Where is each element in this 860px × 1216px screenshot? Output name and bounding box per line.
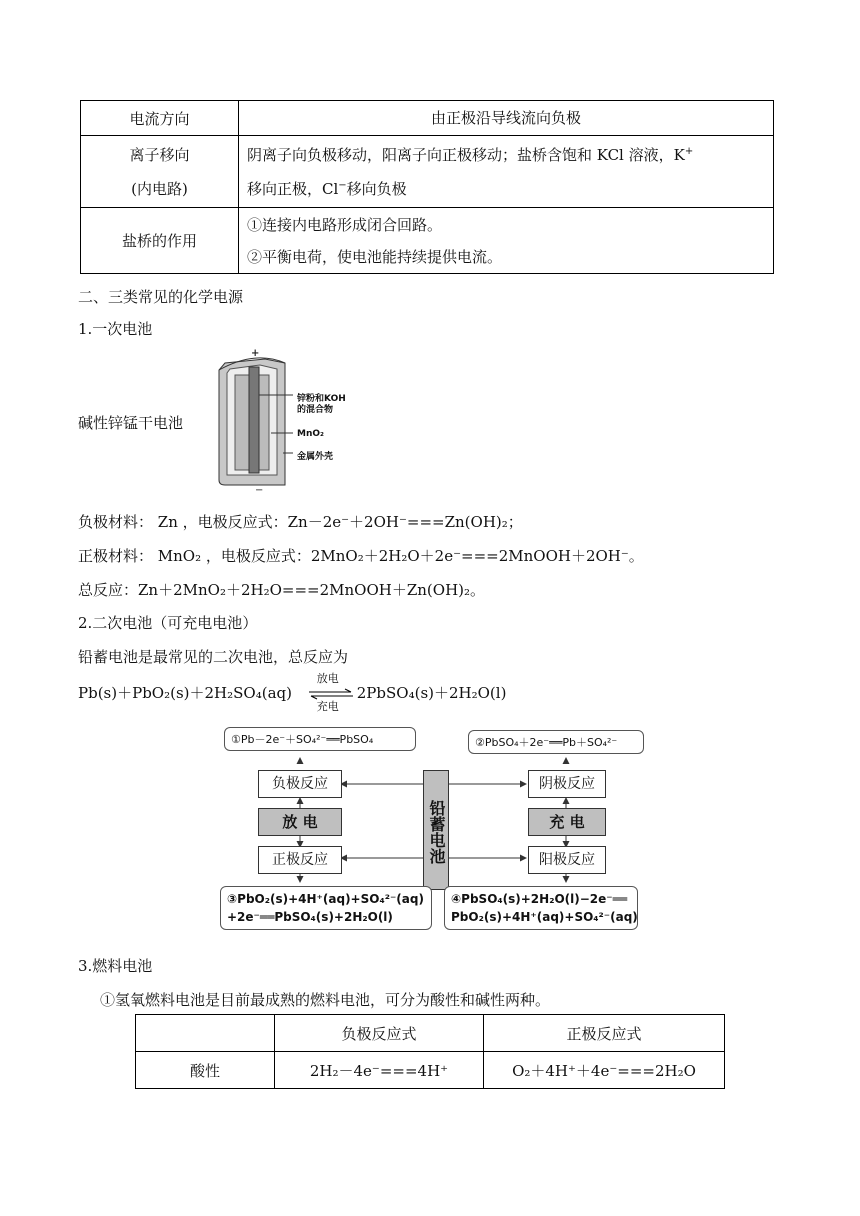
electrode-summary-table: [80, 100, 774, 274]
lead-battery-intro: 铅蓄电池是最常见的二次电池，总反应为: [78, 648, 349, 666]
reaction-box-3: [220, 886, 432, 930]
cell-line: [247, 172, 765, 206]
fuel-cell-table: [135, 1014, 725, 1089]
battery-name: 碱性锌锰干电池: [78, 414, 184, 432]
subsection-heading: 3.燃料电池: [78, 957, 153, 975]
reaction-box-1: ①Pb－2e⁻＋SO₄²⁻══PbSO₄: [224, 727, 416, 751]
table-cell: 由正极沿导线流向负极: [239, 101, 774, 136]
svg-text:−: −: [255, 485, 264, 495]
arrow-label-bottom: 充电: [316, 700, 339, 713]
table-row: [81, 208, 774, 274]
reaction-box-4: [444, 886, 638, 930]
equation-right: 2PbSO₄(s)＋2H₂O(l): [356, 684, 507, 702]
reaction-line: ④PbSO₄(s)+2H₂O(l)−2e⁻══: [451, 892, 628, 906]
superscript: +: [684, 145, 694, 157]
cell-text: 移向负极: [346, 179, 407, 198]
cell-line: ①连接内电路形成闭合回路。: [247, 215, 443, 234]
reaction-line: +2e⁻══PbSO₄(s)+2H₂O(l): [227, 910, 393, 924]
charge-box: 充 电: [528, 808, 606, 836]
table-row: [136, 1015, 725, 1052]
arrow-label-top: 放电: [316, 672, 339, 685]
negative-reaction-box: 负极反应: [258, 770, 342, 798]
fuel-cell-intro: ①氢氧燃料电池是目前最成熟的燃料电池，可分为酸性和碱性两种。: [100, 991, 551, 1009]
table-cell: [81, 136, 239, 208]
table-cell: 酸性: [136, 1052, 275, 1089]
table-header: 负极反应式: [275, 1015, 484, 1052]
svg-text:+: +: [251, 348, 260, 359]
battery-label-shell: 金属外壳: [297, 452, 334, 462]
battery-illustration: [205, 345, 375, 495]
lead-battery-diagram: [218, 724, 638, 940]
cell-text: 阴离子向负极移动，阳离子向正极移动；盐桥含饱和 KCl 溶液，K: [247, 145, 685, 164]
table-row: [81, 101, 774, 136]
reaction-box-2: ②PbSO₄＋2e⁻══Pb＋SO₄²⁻: [468, 730, 644, 754]
overall-reaction-line: 总反应：Zn＋2MnO₂＋2H₂O===2MnOOH＋Zn(OH)₂。: [78, 581, 486, 599]
lead-battery-center: 铅蓄电池: [423, 770, 449, 890]
positive-reaction-box: 正极反应: [258, 846, 342, 874]
battery-label-zinc: [297, 394, 346, 416]
table-row: [136, 1052, 725, 1089]
anode-reaction-box: 阳极反应: [528, 846, 606, 874]
label-line: 锌粉和KOH: [297, 394, 346, 404]
table-cell: O₂＋4H⁺＋4e⁻===2H₂O: [484, 1052, 725, 1089]
subsection-heading: 1.一次电池: [78, 320, 153, 338]
cell-line: 离子移向: [129, 145, 190, 164]
battery-drawing: [205, 345, 375, 495]
negative-electrode-line: 负极材料： Zn ，电极反应式：Zn－2e⁻＋2OH⁻===Zn(OH)₂；: [78, 513, 523, 531]
cell-line: (内电路): [131, 179, 188, 198]
section-heading: 二、三类常见的化学电源: [78, 288, 244, 306]
table-cell: [239, 208, 774, 274]
reaction-line: PbO₂(s)+4H⁺(aq)+SO₄²⁻(aq): [451, 910, 638, 924]
cell-text: 移向正极，Cl: [247, 179, 339, 198]
table-cell: [239, 136, 774, 208]
table-header: [136, 1015, 275, 1052]
table-cell: 2H₂－4e⁻===4H⁺: [275, 1052, 484, 1089]
cell-line: [247, 138, 765, 172]
table-row: [81, 136, 774, 208]
positive-electrode-line: 正极材料： MnO₂ ，电极反应式：2MnO₂＋2H₂O＋2e⁻===2MnOOH＋2OH⁻。: [78, 547, 644, 565]
table-cell: 盐桥的作用: [81, 208, 239, 274]
discharge-box: 放 电: [258, 808, 342, 836]
table-header: 正极反应式: [484, 1015, 725, 1052]
reversible-arrow: [307, 672, 355, 713]
cathode-reaction-box: 阴极反应: [528, 770, 606, 798]
subsection-heading: 2.二次电池（可充电电池）: [78, 614, 258, 632]
equation-left: Pb(s)＋PbO₂(s)＋2H₂SO₄(aq): [78, 684, 292, 702]
table-cell: 电流方向: [81, 101, 239, 136]
reaction-line: ③PbO₂(s)+4H⁺(aq)+SO₄²⁻(aq): [227, 892, 424, 906]
lead-equation: [78, 672, 507, 713]
label-line: 的混合物: [297, 405, 334, 415]
cell-line: ②平衡电荷，使电池能持续提供电流。: [247, 247, 503, 266]
superscript: −: [338, 179, 347, 191]
battery-label-mno2: MnO₂: [297, 429, 324, 439]
